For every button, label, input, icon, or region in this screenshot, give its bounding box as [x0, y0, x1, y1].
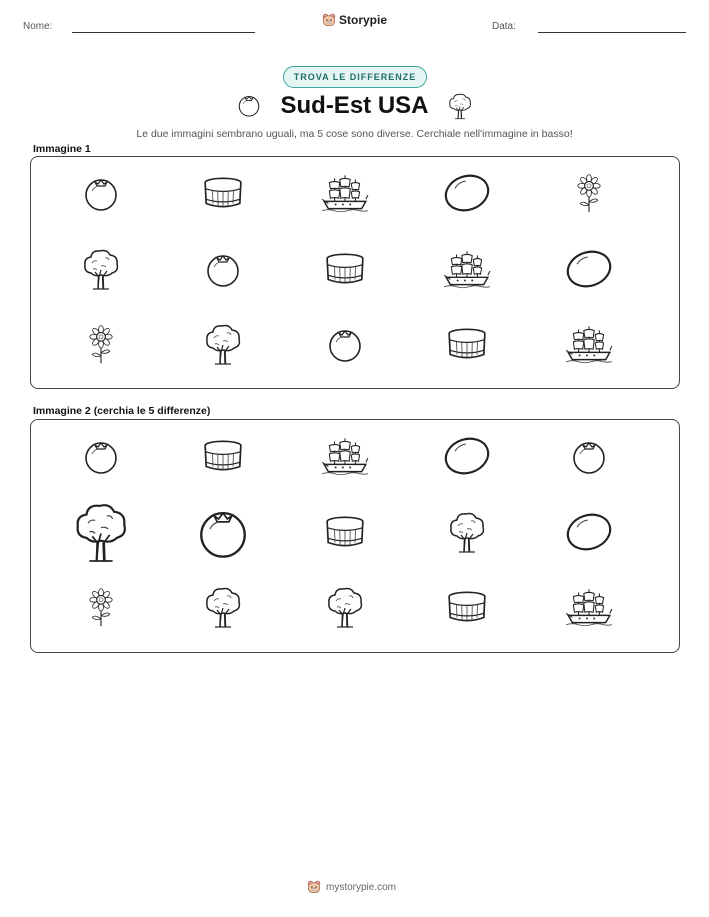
- sunflower-icon: [85, 324, 117, 364]
- tree-icon: [447, 92, 473, 120]
- tree-icon: [81, 247, 121, 291]
- image2-label: Immagine 2 (cerchia le 5 differenze): [33, 405, 211, 417]
- orange-icon: [325, 324, 365, 364]
- ship-icon[interactable]: [320, 435, 370, 477]
- ship-icon: [442, 248, 492, 290]
- footer-url[interactable]: mystorypie.com: [326, 881, 397, 893]
- ship-icon[interactable]: [564, 586, 614, 628]
- barrel-icon: [202, 172, 244, 214]
- name-label: Nome:: [23, 21, 53, 32]
- name-line[interactable]: [72, 32, 255, 33]
- tree-icon: [203, 322, 243, 366]
- date-label: Data:: [492, 21, 516, 32]
- barrel-icon: [324, 248, 366, 290]
- date-line[interactable]: [538, 32, 686, 33]
- bear-icon: [307, 880, 321, 894]
- orange-icon: [203, 249, 243, 289]
- tree-icon[interactable]: [447, 510, 487, 554]
- barrel-icon: [446, 323, 488, 365]
- tree-icon[interactable]: [72, 500, 130, 564]
- barrel-icon[interactable]: [446, 586, 488, 628]
- peanut-icon[interactable]: [443, 432, 491, 480]
- tree-icon[interactable]: [325, 585, 365, 629]
- image1-label: Immagine 1: [33, 143, 91, 155]
- brand-name: Storypie: [339, 13, 388, 27]
- image2-panel[interactable]: [30, 419, 680, 653]
- peanut-icon: [443, 169, 491, 217]
- peanut-icon: [565, 245, 613, 293]
- sunflower-icon[interactable]: [85, 587, 117, 627]
- ship-icon: [320, 172, 370, 214]
- orange-icon[interactable]: [194, 503, 252, 561]
- tree-icon[interactable]: [203, 585, 243, 629]
- sunflower-icon: [573, 173, 605, 213]
- activity-tag: TROVA LE DIFFERENZE: [283, 66, 427, 88]
- orange-icon[interactable]: [569, 436, 609, 476]
- orange-icon: [81, 173, 121, 213]
- barrel-icon[interactable]: [324, 511, 366, 553]
- ship-icon: [564, 323, 614, 365]
- brand-logo: [322, 13, 387, 27]
- bear-icon: [322, 13, 336, 27]
- footer: [307, 880, 396, 894]
- instructions: Le due immagini sembrano uguali, ma 5 cose sono diverse. Cerchiale nell'immagine in basso!: [136, 128, 573, 140]
- image1-panel: [30, 156, 680, 389]
- barrel-icon[interactable]: [202, 435, 244, 477]
- page-title: Sud-Est USA: [280, 92, 429, 119]
- peanut-icon[interactable]: [565, 508, 613, 556]
- orange-icon[interactable]: [81, 436, 121, 476]
